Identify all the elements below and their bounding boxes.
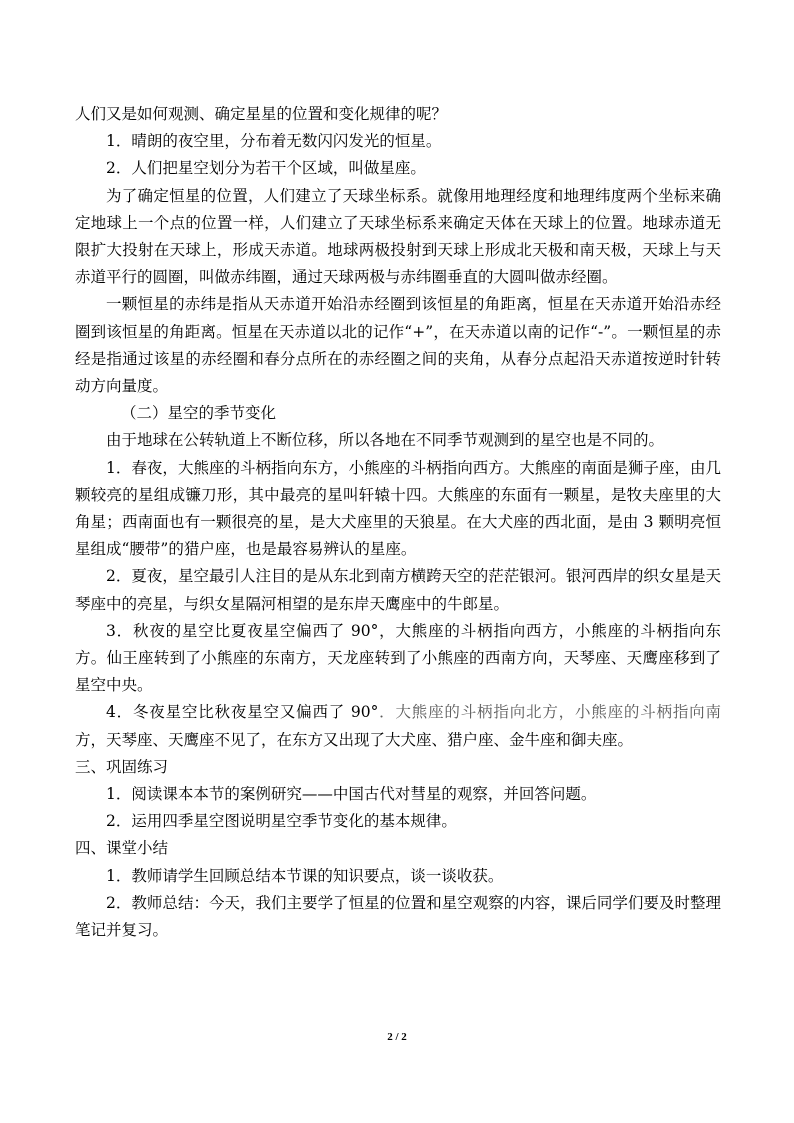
summary-item-1: 1．教师请学生回顾总结本节课的知识要点，谈一谈收获。 <box>106 866 504 885</box>
section-heading-seasonal-sky: （二）星空的季节变化 <box>121 404 277 423</box>
paragraph-declination-ra: 一颗恒星的赤纬是指从天赤道开始沿赤经圈到该恒星的角距离，恒星在天赤道开始沿赤经圈到该恒星的角距离。恒星在天赤道以北的记作“+”，在天赤道以南的记作“-”。一颗恒星的赤经是指通过该星的赤经圈和春分点所在的赤经圈之间的夹角，从春分点起沿天赤道按逆时针转动方向量度。 <box>75 295 721 396</box>
practice-item-2: 2．运用四季星空图说明星空季节变化的基本规律。 <box>106 812 457 831</box>
intro-question: 人们又是如何观测、确定星星的位置和变化规律的呢？ <box>75 105 448 123</box>
document-body <box>75 101 721 944</box>
paragraph-seasonal-intro: 由于地球在公转轨道上不断位移，所以各地在不同季节观测到的星空也是不同的。 <box>106 431 665 450</box>
winter-text-gray: ．大熊座的斗柄指向北方，小熊座的斗柄指向南 <box>378 703 721 722</box>
practice-item-1: 1．阅读课本本节的案例研究——中国古代对彗星的观察，并回答问题。 <box>106 785 597 804</box>
paragraph-winter-sky <box>75 699 721 753</box>
page-number: 2 / 2 <box>387 1031 407 1043</box>
paragraph-autumn-sky: 3．秋夜的星空比夏夜星空偏西了 90°，大熊座的斗柄指向西方，小熊座的斗柄指向东方。仙王座转到了小熊座的东南方，天龙座转到了小熊座的西南方向，天琴座、天鹰座移到了星空中央。 <box>75 621 721 695</box>
point-1-stars: 1．晴朗的夜空里，分布着无数闪闪发光的恒星。 <box>106 132 442 151</box>
winter-text-start: 4．冬夜星空比秋夜星空又偏西了 90° <box>106 703 379 722</box>
heading-summary: 四、课堂小结 <box>75 839 169 858</box>
paragraph-celestial-coordinates: 为了确定恒星的位置，人们建立了天球坐标系。就像用地理经度和地理纬度两个坐标来确定地球上一个点的位置一样，人们建立了天球坐标系来确定天体在天球上的位置。地球赤道无限扩大投射在天球上，形成天赤道。地球两极投射到天球上形成北天极和南天极，天球上与天赤道平行的圆圈，叫做赤纬圈，通过天球两极与赤纬圈垂直的大圆叫做赤经圈。 <box>75 186 721 287</box>
winter-text-rest: 方，天琴座、天鹰座不见了，在东方又出现了大犬座、猎户座、金牛座和御夫座。 <box>75 730 634 749</box>
paragraph-summer-sky: 2．夏夜，星空最引人注目的是从东北到南方横跨天空的茫茫银河。银河西岸的织女星是天琴座中的亮星，与织女星隔河相望的是东岸天鹰座中的牛郎星。 <box>75 567 721 613</box>
summary-item-2: 2．教师总结：今天，我们主要学了恒星的位置和星空观察的内容，课后同学们要及时整理笔记并复习。 <box>75 893 721 940</box>
paragraph-spring-sky: 1．春夜，大熊座的斗柄指向东方，小熊座的斗柄指向西方。大熊座的南面是狮子座，由几颗较亮的星组成镰刀形，其中最亮的星叫轩辕十四。大熊座的东面有一颗星，是牧夫座里的大角星；西南面也有一颗很亮的星，是大犬座里的天狼星。在大犬座的西北面，是由 3 颗明亮恒星组成“腰带”的猎户座，也是最容易辨认的星座。 <box>75 458 721 559</box>
point-2-constellations: 2．人们把星空划分为若干个区域，叫做星座。 <box>106 159 426 178</box>
heading-practice: 三、巩固练习 <box>75 757 169 776</box>
